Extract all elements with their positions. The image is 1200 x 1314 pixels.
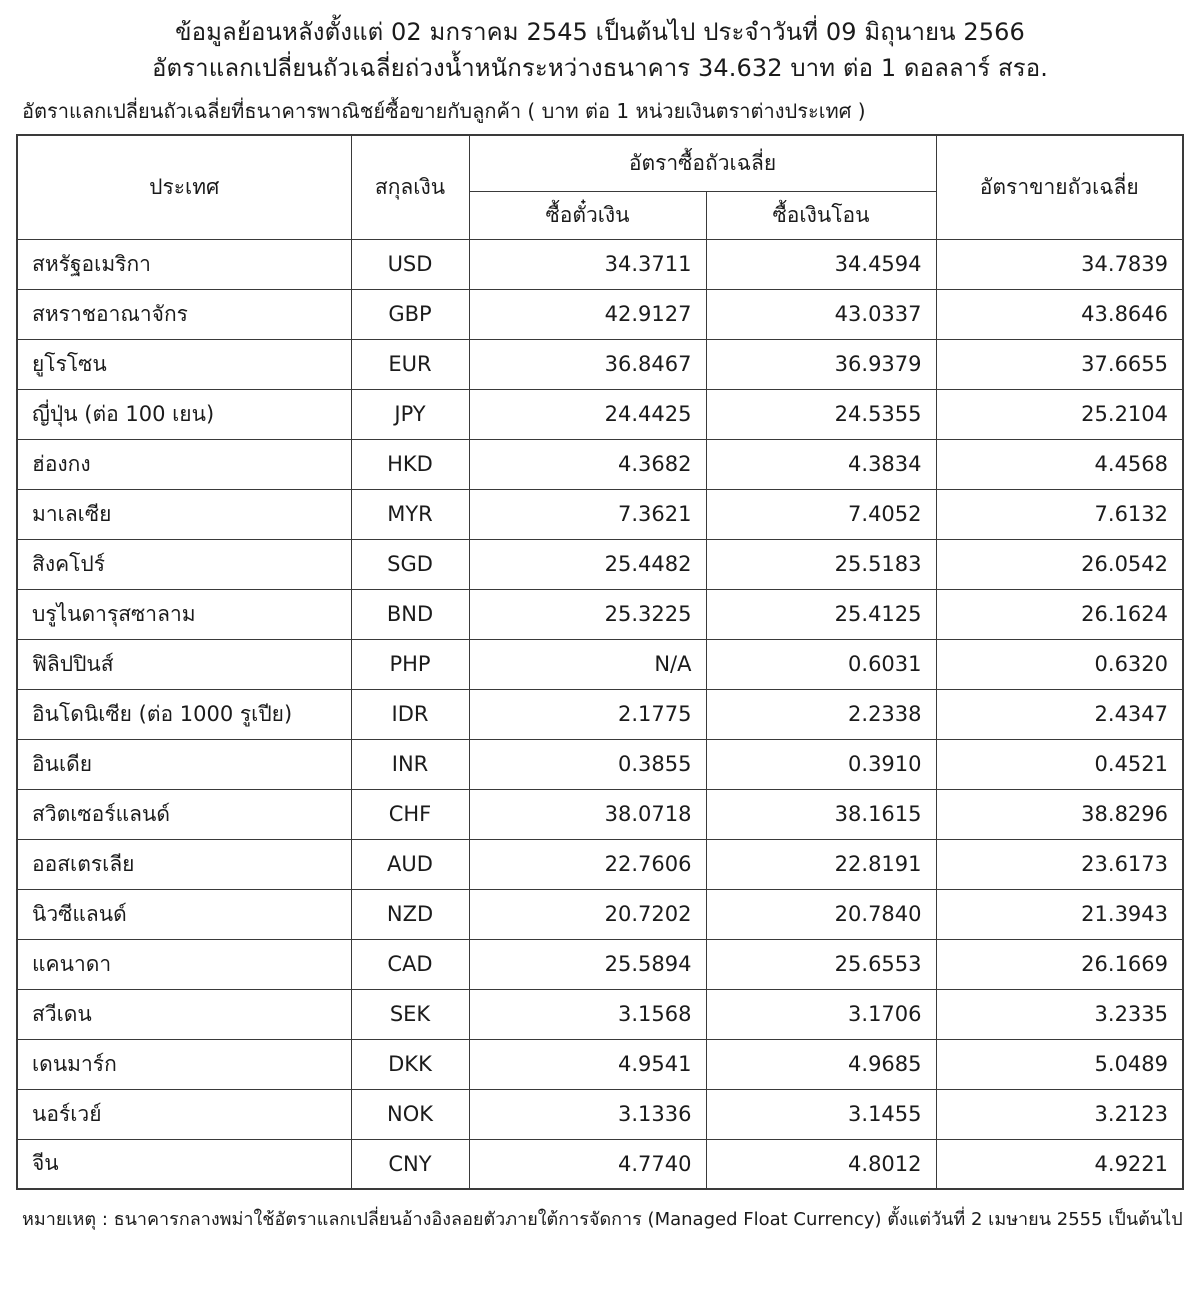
cell-buy-bill: 25.5894: [469, 939, 706, 989]
table-row: [17, 789, 1183, 839]
table-row: [17, 489, 1183, 539]
cell-country: อินเดีย: [17, 739, 351, 789]
cell-currency-code: CNY: [351, 1139, 469, 1189]
table-row: [17, 689, 1183, 739]
cell-currency-code: EUR: [351, 339, 469, 389]
cell-buy-bill: 4.9541: [469, 1039, 706, 1089]
cell-country: บรูไนดารุสซาลาม: [17, 589, 351, 639]
cell-country: จีน: [17, 1139, 351, 1189]
cell-buy-bill: 2.1775: [469, 689, 706, 739]
title-line-1: ข้อมูลย้อนหลังตั้งแต่ 02 มกราคม 2545 เป็นต้นไป ประจำวันที่ 09 มิถุนายน 2566: [175, 18, 1025, 46]
cell-sell: 0.6320: [936, 639, 1183, 689]
cell-sell: 38.8296: [936, 789, 1183, 839]
cell-currency-code: NOK: [351, 1089, 469, 1139]
fx-table-container: [16, 134, 1182, 1190]
cell-sell: 4.9221: [936, 1139, 1183, 1189]
table-row: [17, 389, 1183, 439]
cell-currency-code: BND: [351, 589, 469, 639]
cell-buy-transfer: 3.1706: [706, 989, 936, 1039]
cell-buy-transfer: 36.9379: [706, 339, 936, 389]
cell-buy-transfer: 43.0337: [706, 289, 936, 339]
column-header-buy-bill: ซื้อตั๋วเงิน: [469, 191, 706, 239]
cell-buy-transfer: 0.3910: [706, 739, 936, 789]
cell-sell: 26.1624: [936, 589, 1183, 639]
cell-buy-bill: 25.4482: [469, 539, 706, 589]
cell-currency-code: IDR: [351, 689, 469, 739]
cell-country: สิงคโปร์: [17, 539, 351, 589]
cell-buy-bill: 4.3682: [469, 439, 706, 489]
cell-buy-transfer: 25.4125: [706, 589, 936, 639]
cell-buy-transfer: 25.5183: [706, 539, 936, 589]
cell-buy-transfer: 20.7840: [706, 889, 936, 939]
fx-rates-table: [16, 134, 1184, 1190]
cell-currency-code: GBP: [351, 289, 469, 339]
cell-buy-bill: 7.3621: [469, 489, 706, 539]
table-row: [17, 1089, 1183, 1139]
cell-country: ยูโรโซน: [17, 339, 351, 389]
cell-buy-bill: 38.0718: [469, 789, 706, 839]
cell-buy-bill: 36.8467: [469, 339, 706, 389]
cell-sell: 2.4347: [936, 689, 1183, 739]
footnote-text: หมายเหตุ : ธนาคารกลางพม่าใช้อัตราแลกเปลี่ยนอ้างอิงลอยตัวภายใต้การจัดการ (Managed Float Currency) ตั้งแต่วันที่ 2 เมษายน 2555 เป็นต้นไป: [22, 1209, 1183, 1230]
table-head: [17, 135, 1183, 239]
cell-sell: 5.0489: [936, 1039, 1183, 1089]
cell-country: ฟิลิปปินส์: [17, 639, 351, 689]
cell-currency-code: HKD: [351, 439, 469, 489]
cell-buy-transfer: 4.3834: [706, 439, 936, 489]
cell-country: สหราชอาณาจักร: [17, 289, 351, 339]
cell-currency-code: PHP: [351, 639, 469, 689]
cell-sell: 37.6655: [936, 339, 1183, 389]
cell-currency-code: SGD: [351, 539, 469, 589]
column-header-buy-group: อัตราซื้อถัวเฉลี่ย: [469, 135, 936, 191]
cell-currency-code: DKK: [351, 1039, 469, 1089]
column-header-country: ประเทศ: [17, 135, 351, 239]
cell-sell: 7.6132: [936, 489, 1183, 539]
cell-country: อินโดนิเซีย (ต่อ 1000 รูเปีย): [17, 689, 351, 739]
cell-buy-bill: 42.9127: [469, 289, 706, 339]
cell-sell: 0.4521: [936, 739, 1183, 789]
table-row: [17, 339, 1183, 389]
cell-buy-transfer: 38.1615: [706, 789, 936, 839]
table-row: [17, 639, 1183, 689]
cell-buy-transfer: 0.6031: [706, 639, 936, 689]
table-row: [17, 439, 1183, 489]
cell-buy-transfer: 3.1455: [706, 1089, 936, 1139]
table-row: [17, 839, 1183, 889]
cell-currency-code: JPY: [351, 389, 469, 439]
cell-country: สวิตเซอร์แลนด์: [17, 789, 351, 839]
cell-sell: 3.2123: [936, 1089, 1183, 1139]
table-body: [17, 239, 1183, 1189]
cell-country: ญี่ปุ่น (ต่อ 100 เยน): [17, 389, 351, 439]
cell-sell: 3.2335: [936, 989, 1183, 1039]
cell-currency-code: NZD: [351, 889, 469, 939]
cell-currency-code: INR: [351, 739, 469, 789]
cell-buy-bill: 24.4425: [469, 389, 706, 439]
title-line-2: อัตราแลกเปลี่ยนถัวเฉลี่ยถ่วงน้ำหนักระหว่างธนาคาร 34.632 บาท ต่อ 1 ดอลลาร์ สรอ.: [151, 54, 1049, 82]
cell-buy-transfer: 25.6553: [706, 939, 936, 989]
cell-country: สหรัฐอเมริกา: [17, 239, 351, 289]
cell-buy-transfer: 4.8012: [706, 1139, 936, 1189]
cell-buy-bill: N/A: [469, 639, 706, 689]
cell-buy-bill: 20.7202: [469, 889, 706, 939]
cell-currency-code: SEK: [351, 989, 469, 1039]
cell-currency-code: CHF: [351, 789, 469, 839]
cell-currency-code: USD: [351, 239, 469, 289]
cell-sell: 4.4568: [936, 439, 1183, 489]
cell-country: เดนมาร์ก: [17, 1039, 351, 1089]
cell-buy-transfer: 2.2338: [706, 689, 936, 739]
table-row: [17, 239, 1183, 289]
footnote: [22, 1204, 1183, 1236]
document-header: [0, 0, 1200, 86]
cell-country: ฮ่องกง: [17, 439, 351, 489]
cell-buy-bill: 34.3711: [469, 239, 706, 289]
cell-buy-transfer: 4.9685: [706, 1039, 936, 1089]
column-header-sell: อัตราขายถัวเฉลี่ย: [936, 135, 1183, 239]
table-row: [17, 589, 1183, 639]
cell-buy-bill: 3.1336: [469, 1089, 706, 1139]
table-subtitle: อัตราแลกเปลี่ยนถัวเฉลี่ยที่ธนาคารพาณิชย์ซื้อขายกับลูกค้า ( บาท ต่อ 1 หน่วยเงินตราต่างประเทศ ): [22, 99, 866, 123]
cell-currency-code: CAD: [351, 939, 469, 989]
cell-sell: 43.8646: [936, 289, 1183, 339]
cell-country: แคนาดา: [17, 939, 351, 989]
cell-currency-code: AUD: [351, 839, 469, 889]
table-row: [17, 539, 1183, 589]
cell-buy-bill: 3.1568: [469, 989, 706, 1039]
cell-currency-code: MYR: [351, 489, 469, 539]
cell-buy-bill: 0.3855: [469, 739, 706, 789]
cell-buy-bill: 25.3225: [469, 589, 706, 639]
cell-country: มาเลเซีย: [17, 489, 351, 539]
table-row: [17, 1139, 1183, 1189]
cell-country: สวีเดน: [17, 989, 351, 1039]
cell-country: นิวซีแลนด์: [17, 889, 351, 939]
cell-buy-bill: 4.7740: [469, 1139, 706, 1189]
cell-sell: 26.0542: [936, 539, 1183, 589]
table-row: [17, 739, 1183, 789]
cell-sell: 26.1669: [936, 939, 1183, 989]
cell-buy-transfer: 22.8191: [706, 839, 936, 889]
cell-buy-transfer: 7.4052: [706, 489, 936, 539]
table-row: [17, 289, 1183, 339]
cell-sell: 34.7839: [936, 239, 1183, 289]
table-header-row-1: [17, 135, 1183, 191]
cell-sell: 23.6173: [936, 839, 1183, 889]
table-row: [17, 1039, 1183, 1089]
table-row: [17, 989, 1183, 1039]
cell-buy-transfer: 34.4594: [706, 239, 936, 289]
cell-buy-transfer: 24.5355: [706, 389, 936, 439]
cell-sell: 21.3943: [936, 889, 1183, 939]
cell-buy-bill: 22.7606: [469, 839, 706, 889]
cell-country: นอร์เวย์: [17, 1089, 351, 1139]
cell-sell: 25.2104: [936, 389, 1183, 439]
column-header-currency: สกุลเงิน: [351, 135, 469, 239]
table-row: [17, 939, 1183, 989]
table-row: [17, 889, 1183, 939]
cell-country: ออสเตรเลีย: [17, 839, 351, 889]
column-header-buy-transfer: ซื้อเงินโอน: [706, 191, 936, 239]
